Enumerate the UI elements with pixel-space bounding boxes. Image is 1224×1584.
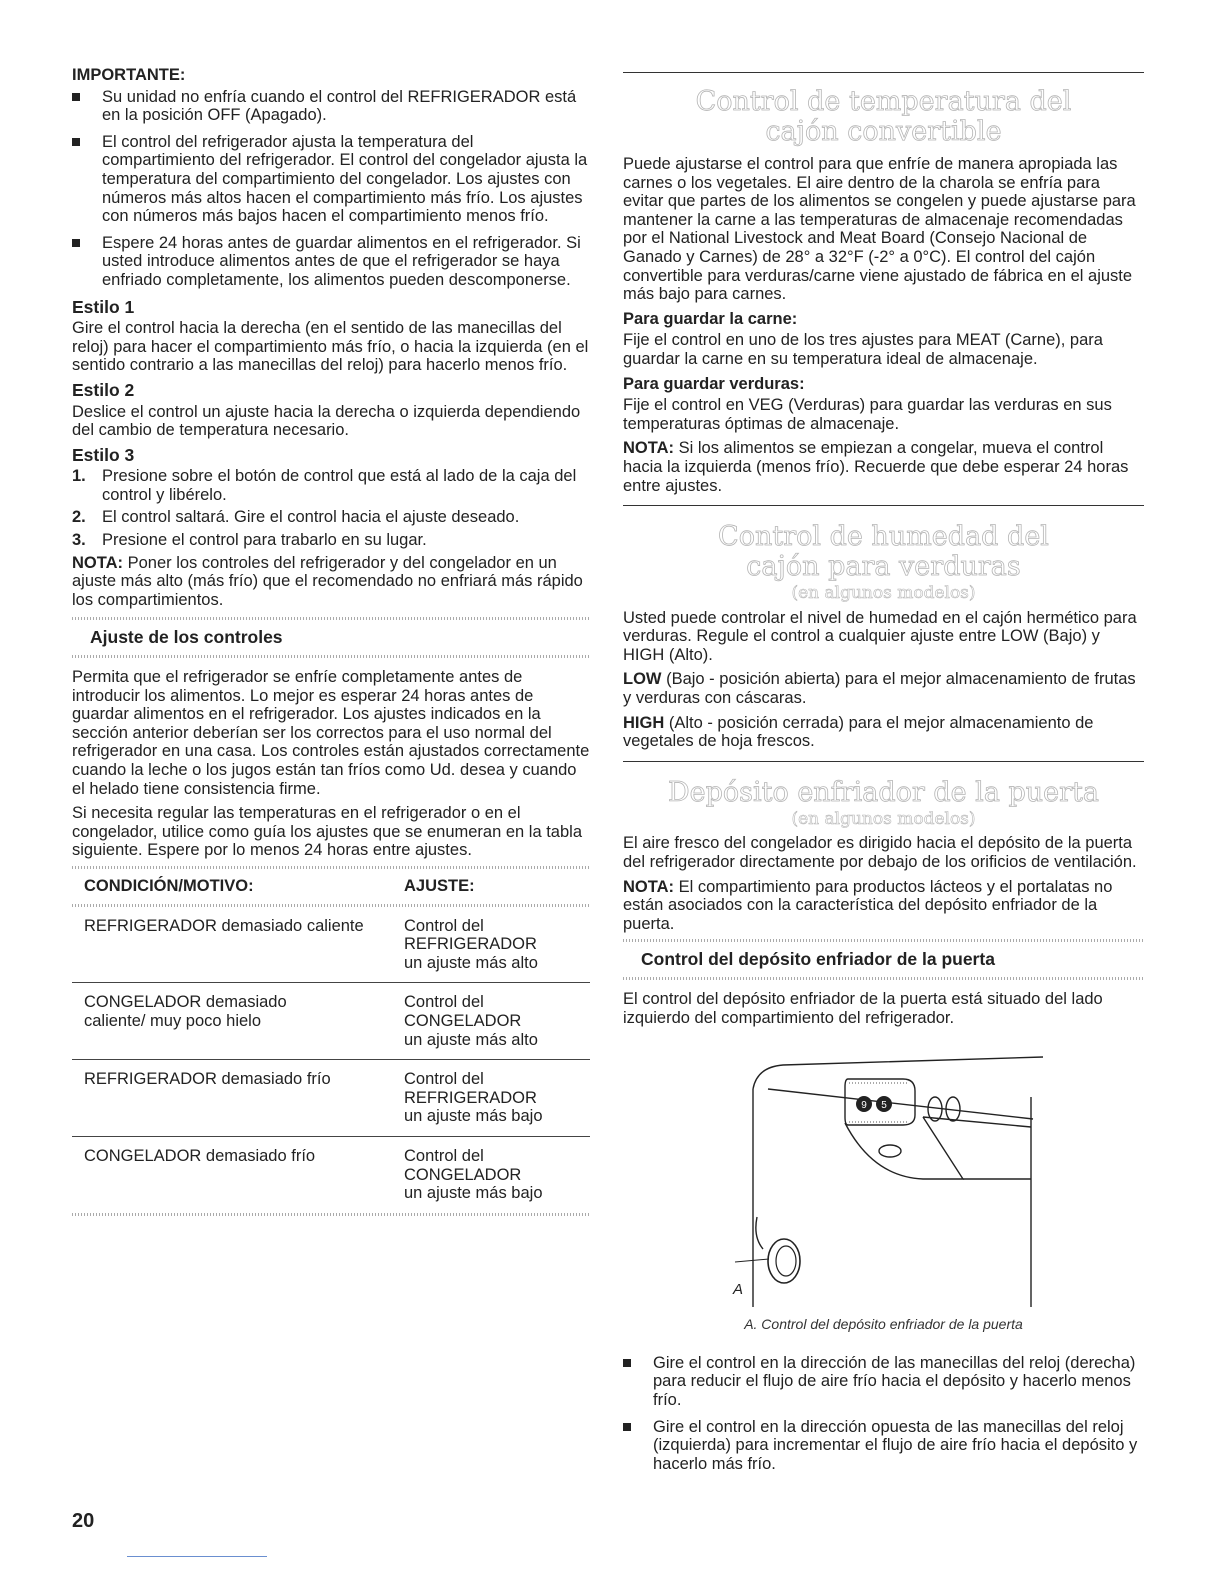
- list-item: El control del refrigerador ajusta la temperatura del compartimiento del refrigerador. El control del congelador ajusta la temperatura del compartimiento del congelador. Los ajustes con números más altos hacen el compartimiento más frío. Los ajustes con números más bajos hacen el compartimiento menos frío.: [72, 133, 590, 226]
- list-item: Espere 24 horas antes de guardar alimentos en el refrigerador. Si usted introduce alimentos antes de que el refrigerador se haya enfriado completamente, los alimentos pueden descomponerse.: [72, 234, 590, 290]
- carne-text: Fije el control en uno de los tres ajustes para MEAT (Carne), para guardar la carne en su temperatura ideal de almacenaje.: [623, 331, 1103, 368]
- ajuste-heading: Ajuste de los controles: [90, 627, 283, 648]
- door-bin-paragraph: El aire fresco del congelador es dirigido hacia el depósito de la puerta del refrigerador directamente por debajo de los orificios de ventilación.: [623, 834, 1137, 872]
- estilo3-steps: [72, 467, 590, 549]
- carne-label: Para guardar la carne:: [623, 309, 798, 328]
- convertible-drawer-title: Control de temperatura del cajón convertible: [695, 86, 1072, 147]
- control-bullets: [623, 1354, 1144, 1474]
- estilo3-heading: Estilo 3: [72, 444, 135, 465]
- list-item: Su unidad no enfría cuando el control del REFRIGERADOR está en la posición OFF (Apagado).: [72, 88, 590, 125]
- ajuste-paragraph-2: Si necesita regular las temperaturas en el refrigerador o en el congelador, utilice como guía los ajustes que se enumeran en la tabla siguiente. Espere por lo menos 24 horas entre ajustes.: [72, 804, 582, 860]
- list-item: Gire el control en la dirección de las manecillas del reloj (derecha) para reducir el flujo de aire frío hacia el depósito y hacerlo menos frío.: [623, 1354, 1144, 1410]
- right-column: [623, 72, 1144, 1481]
- importante-label: IMPORTANTE:: [72, 66, 186, 84]
- page-number: 20: [72, 1510, 95, 1532]
- square-bullet-icon: [623, 1359, 631, 1367]
- table-row: CONGELADOR demasiado caliente/ muy poco hielo Control del CONGELADOR un ajuste más alto: [72, 983, 590, 1060]
- svg-text:9: 9: [861, 1100, 867, 1112]
- left-column: [72, 66, 590, 1216]
- door-bin-subtitle: (en algunos modelos): [791, 808, 976, 829]
- nota-2: NOTA: Si los alimentos se empiezan a congelar, mueva el control hacia la izquierda (menos frío). Recuerde que debe esperar 24 horas entre ajustes.: [623, 439, 1129, 495]
- door-bin-title: Depósito enfriador de la puerta: [667, 776, 1100, 808]
- dotted-divider: [72, 655, 590, 658]
- humidity-subtitle: (en algunos modelos): [791, 583, 976, 604]
- table-row: REFRIGERADOR demasiado frío Control del REFRIGERADOR un ajuste más bajo: [72, 1060, 590, 1137]
- square-bullet-icon: [72, 239, 80, 247]
- table-row: REFRIGERADOR demasiado caliente Control del REFRIGERADOR un ajuste más alto: [72, 907, 590, 984]
- dotted-divider: [72, 1213, 590, 1216]
- deposito-heading: Control del depósito enfriador de la puerta: [641, 949, 995, 970]
- adjustment-table: [72, 907, 590, 1213]
- column-header-ajuste: AJUSTE:: [404, 876, 475, 895]
- refrigerator-diagram-illustration: [623, 1037, 1144, 1307]
- high-setting: HIGH (Alto - posición cerrada) para el mejor almacenamiento de vegetales de hoja frescos.: [623, 713, 1094, 751]
- list-item: 1. Presione sobre el botón de control que está al lado de la caja del control y libérelo.: [72, 467, 577, 504]
- ajuste-paragraph-1: Permita que el refrigerador se enfríe completamente antes de introducir los alimentos. Lo mejor es esperar 24 horas antes de guardar alimentos en el refrigerador. Los ajustes indicados en la sección anterior deberían ser los correctos para el uso normal del refrigerador en una casa. Los controles están ajustados correctamente cuando la leche o los jugos están tan fríos como Ud. desea y cuando el helado tiene consistencia firme.: [72, 668, 590, 798]
- estilo1-heading: Estilo 1: [72, 296, 135, 317]
- verduras-label: Para guardar verduras:: [623, 374, 805, 393]
- dotted-divider: [623, 977, 1144, 980]
- importante-list: [72, 88, 590, 290]
- deposito-paragraph: El control del depósito enfriador de la puerta está situado del lado izquierdo del compartimiento del refrigerador.: [623, 990, 1103, 1027]
- list-item: 2. El control saltará. Gire el control hacia el ajuste deseado.: [72, 508, 520, 527]
- nota-3: NOTA: El compartimiento para productos lácteos y el portalatas no están asociados con la característica del depósito enfriador de la puerta.: [623, 877, 1113, 933]
- svg-text:5: 5: [881, 1100, 887, 1112]
- section-rule: [623, 761, 1144, 762]
- humidity-paragraph: Usted puede controlar el nivel de humedad en el cajón hermético para verduras. Regule el control a cualquier ajuste entre LOW (Bajo) y HIGH (Alto).: [623, 608, 1137, 664]
- table-header: [72, 869, 590, 904]
- square-bullet-icon: [72, 138, 80, 146]
- door-bin-diagram: [623, 1037, 1144, 1307]
- verduras-text: Fije el control en VEG (Verduras) para guardar las verduras en sus temperaturas óptimas de almacenaje.: [623, 396, 1112, 433]
- column-header-condicion: CONDICIÓN/MOTIVO:: [84, 876, 254, 895]
- section-rule: [623, 505, 1144, 506]
- estilo2-heading: Estilo 2: [72, 379, 135, 400]
- low-setting: LOW (Bajo - posición abierta) para el mejor almacenamiento de frutas y verduras con cáscaras.: [623, 670, 1136, 708]
- estilo1-text: Gire el control hacia la derecha (en el sentido de las manecillas del reloj) para hacer el compartimiento más frío, o hacia la izquierda (en el sentido contrario a las manecillas del reloj) para hacerlo menos frío.: [72, 319, 589, 375]
- convertible-paragraph: Puede ajustarse el control para que enfríe de manera apropiada las carnes o los vegetales. El aire dentro de la charola se enfría para evitar que partes de los alimentos se congelen y puede ajustarse para mantener la carne a las temperaturas de almacenaje recomendadas por el National Livestock and Meat Board (Consejo Nacional de Ganado y Carnes) de 28° a 32°F (-2° a 0°C). El control del cajón convertible para verduras/carne viene ajustado de fábrica en el ajuste más bajo para carnes.: [623, 155, 1136, 304]
- diagram-caption: A. Control del depósito enfriador de la puerta: [744, 1316, 1023, 1333]
- square-bullet-icon: [72, 93, 80, 101]
- square-bullet-icon: [623, 1423, 631, 1431]
- table-row: CONGELADOR demasiado frío Control del CONGELADOR un ajuste más bajo: [84, 1146, 543, 1203]
- nota-1: NOTA: Poner los controles del refrigerador y del congelador en un ajuste más alto (más frío) que el recomendado no enfriará más rápido los compartimientos.: [72, 553, 583, 609]
- section-rule: [623, 72, 1144, 73]
- list-item: Gire el control en la dirección opuesta de las manecillas del reloj (izquierda) para incrementar el flujo de aire frío hacia el depósito y hacerlo más frío.: [623, 1418, 1144, 1474]
- diagram-label-a: A: [733, 1281, 744, 1299]
- footer-rule: [127, 1556, 267, 1557]
- estilo2-text: Deslice el control un ajuste hacia la derecha o izquierda dependiendo del cambio de temperatura necesario.: [72, 402, 581, 440]
- list-item: 3. Presione el control para trabarlo en su lugar.: [72, 531, 427, 550]
- humidity-title: Control de humedad del cajón para verduras: [718, 521, 1049, 583]
